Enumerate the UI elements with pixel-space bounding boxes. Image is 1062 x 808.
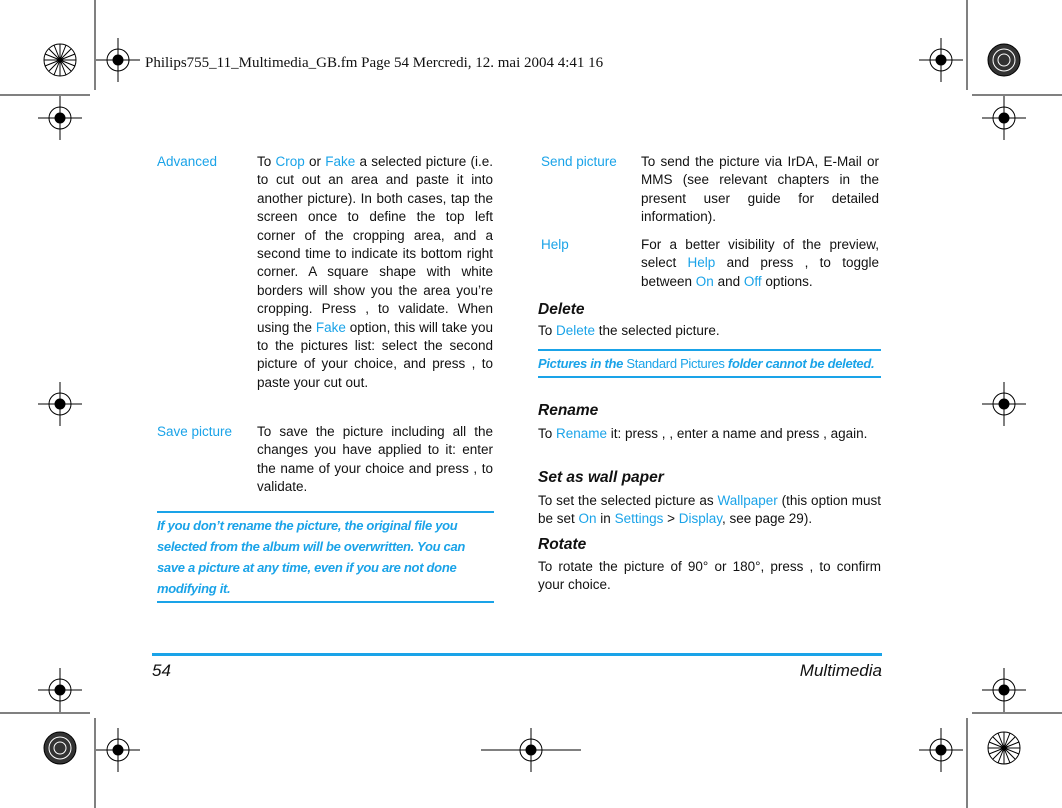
term-help: Help	[541, 237, 569, 252]
term-save-picture: Save picture	[157, 424, 233, 439]
text-rotate: To rotate the picture of 90° or 180°, press , to confirm your choice.	[538, 559, 881, 593]
starburst-icon	[44, 44, 1020, 764]
note-overwrite: If you don’t rename the picture, the original file you selected from the album will be overwritten. You can save a picture at any time, even if you are not done modifying it.	[157, 511, 494, 603]
term-send-picture: Send picture	[541, 154, 617, 169]
text-delete: To Delete the selected picture.	[538, 323, 720, 338]
def-help: For a better visibility of the preview, select Help and press , to toggle between On and Off options.	[641, 237, 879, 289]
def-advanced: To Crop or Fake a selected picture (i.e. to cut out an area and paste it into another picture). In both cases, tap the screen once to define the top left corner of the cropping area, and a second time to indicate its bottom right corner. A square shape with white borders will show you the area you’re cropping. Press , to validate. When using the Fake option, this will take you to the pictures list: select the second picture of your choice, and press , to paste your cut out.	[257, 154, 493, 390]
section-title: Multimedia	[799, 661, 882, 680]
footer-rule	[152, 653, 882, 656]
heading-rename: Rename	[538, 402, 599, 419]
heading-rotate: Rotate	[538, 536, 587, 553]
heading-wallpaper: Set as wall paper	[538, 469, 664, 486]
heading-delete: Delete	[538, 301, 585, 318]
def-send-picture: To send the picture via IrDA, E-Mail or MMS (see relevant chapters in the present user guide for detailed information).	[641, 154, 879, 225]
file-header: Philips755_11_Multimedia_GB.fm Page 54 Mercredi, 12. mai 2004 4:41 16	[145, 55, 604, 71]
term-advanced: Advanced	[157, 154, 218, 169]
text-rename: To Rename it: press , , enter a name and press , again.	[538, 426, 868, 441]
page-number: 54	[152, 661, 171, 680]
note-standard-pictures: Pictures in the Standard Pictures folder cannot be deleted.	[538, 349, 881, 378]
text-wallpaper: To set the selected picture as Wallpaper (this option must be set On in Settings > Display, see page 29).	[538, 493, 881, 527]
def-save-picture: To save the picture including all the changes you have applied to it: enter the name of your choice and press , to validate.	[257, 424, 493, 495]
